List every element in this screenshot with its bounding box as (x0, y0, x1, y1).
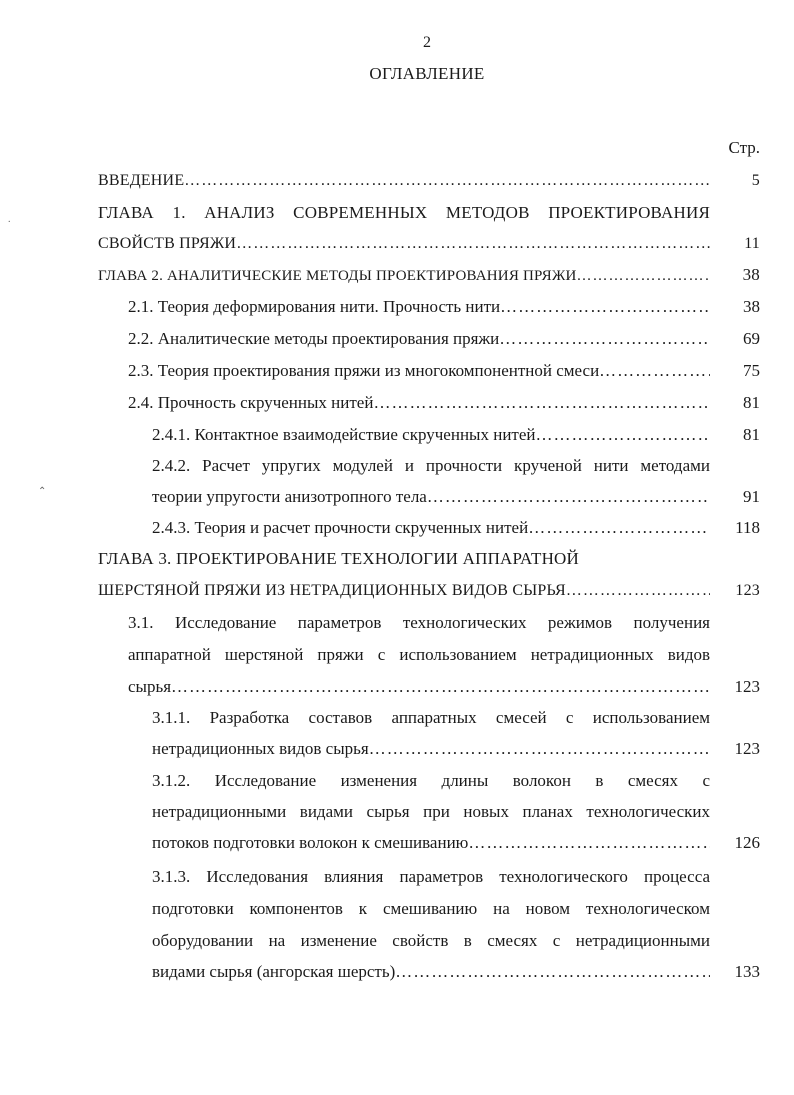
page-title: ОГЛАВЛЕНИЕ (369, 64, 485, 83)
leader-dots (499, 328, 710, 350)
toc-entry[interactable]: видами сырья (ангорская шерсть) ……………………………………………………………………………………………………………………………………………………………………………………………… 133 (152, 961, 760, 983)
leader-dots (369, 738, 710, 760)
page-column-label: Стр. (728, 138, 760, 157)
toc-entry-line[interactable]: ГЛАВА 1. АНАЛИЗ СОВРЕМЕННЫХ МЕТОДОВ ПРОЕКТИРОВАНИЯ (98, 203, 710, 222)
leader-dots (577, 265, 710, 287)
leader-dots (184, 170, 710, 192)
toc-entry[interactable]: 2.4.3. Теория и расчет прочности скрученных нитей ……………………………………………………………………………………………………………………………………………………………………………………………… 118 (152, 517, 760, 539)
leader-dots (599, 360, 710, 382)
toc-entry[interactable]: СВОЙСТВ ПРЯЖИ ……………………………………………………………………………………………………………………………………………………………………………………………… 11 (98, 233, 760, 255)
toc-entry[interactable]: 2.2. Аналитические методы проектирования пряжи ……………………………………………………………………………………………………………………………………………………………………………………………… 69 (128, 328, 760, 350)
toc-entry[interactable]: 2.3. Теория проектирования пряжи из многокомпонентной смеси ……………………………………………………………………………………………………………………………………………………………………………………………… 75 (128, 360, 760, 382)
toc-entry[interactable]: сырья ……………………………………………………………………………………………………………………………………………………………………………………………… 123 (128, 676, 760, 698)
leader-dots (427, 486, 710, 508)
toc-entry[interactable]: 2.4. Прочность скрученных нитей ……………………………………………………………………………………………………………………………………………………………………………………………… 81 (128, 392, 760, 414)
page-number: 2 (423, 34, 431, 51)
toc-entry-line[interactable]: 2.4.2. Расчет упругих модулей и прочности крученой нити методами (152, 456, 710, 475)
toc-entry[interactable]: 2.1. Теория деформирования нити. Прочность нити ……………………………………………………………………………………………………………………………………………………………………………………………… 38 (128, 296, 760, 318)
toc-entry-line[interactable]: 3.1. Исследование параметров технологических режимов получения (128, 613, 710, 632)
leader-dots (566, 580, 710, 602)
leader-dots (528, 517, 710, 539)
toc-entry[interactable]: потоков подготовки волокон к смешиванию ……………………………………………………………………………………………………………………………………………………………………………………………… 126 (152, 832, 760, 854)
scan-speck: ⌃ (38, 486, 47, 497)
toc-entry[interactable]: ГЛАВА 2. АНАЛИТИЧЕСКИЕ МЕТОДЫ ПРОЕКТИРОВАНИЯ ПРЯЖИ ……………………………………………………………………………………………………………………………………………………………………………………………… 38 (98, 264, 760, 286)
toc-entry-line[interactable]: 3.1.2. Исследование изменения длины волокон в смесях с (152, 771, 710, 790)
leader-dots (395, 961, 710, 983)
toc-entry[interactable]: ВВЕДЕНИЕ ……………………………………………………………………………………………………………………………………………………………………………………………… 5 (98, 170, 760, 192)
leader-dots (236, 233, 710, 255)
leader-dots (373, 392, 710, 414)
leader-dots (536, 424, 711, 446)
leader-dots (500, 296, 710, 318)
toc-entry[interactable]: ШЕРСТЯНОЙ ПРЯЖИ ИЗ НЕТРАДИЦИОННЫХ ВИДОВ СЫРЬЯ ……………………………………………………………………………………………………………………………………………………………………………………………… 123 (98, 580, 760, 602)
toc-entry-line[interactable]: нетрадиционными видами сырья при новых планах технологических (152, 802, 710, 821)
toc-entry-line[interactable]: оборудовании на изменение свойств в смесях с нетрадиционными (152, 931, 710, 950)
toc-entry-line[interactable]: 3.1.3. Исследования влияния параметров технологического процесса (152, 867, 710, 886)
toc-entry-line[interactable]: ГЛАВА 3. ПРОЕКТИРОВАНИЕ ТЕХНОЛОГИИ АППАРАТНОЙ (98, 549, 579, 568)
toc-entry[interactable]: 2.4.1. Контактное взаимодействие скрученных нитей ……………………………………………………………………………………………………………………………………………………………………………………………… 81 (152, 424, 760, 446)
toc-entry-line[interactable]: аппаратной шерстяной пряжи с использованием нетрадиционных видов (128, 645, 710, 664)
toc-entry-line[interactable]: 3.1.1. Разработка составов аппаратных смесей с использованием (152, 708, 710, 727)
scan-speck: . (8, 214, 11, 225)
leader-dots (171, 676, 710, 698)
toc-entry[interactable]: теории упругости анизотропного тела ……………………………………………………………………………………………………………………………………………………………………………………………… 91 (152, 486, 760, 508)
leader-dots (468, 832, 710, 854)
toc-entry[interactable]: нетрадиционных видов сырья ……………………………………………………………………………………………………………………………………………………………………………………………… 123 (152, 738, 760, 760)
toc-entry-line[interactable]: подготовки компонентов к смешиванию на новом технологическом (152, 899, 710, 918)
